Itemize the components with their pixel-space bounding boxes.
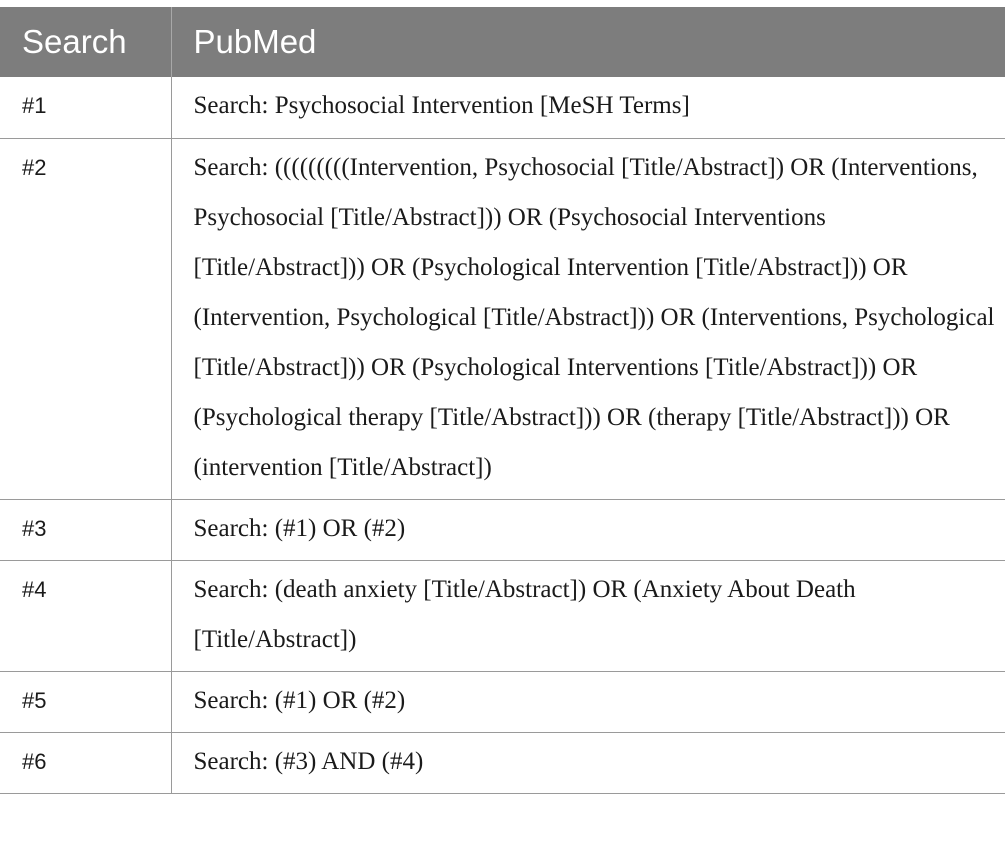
- table-row: [0, 139, 1005, 500]
- header-pubmed: PubMed: [171, 7, 1005, 77]
- search-id-cell: #3: [0, 500, 171, 561]
- query-cell: Search: (#1) OR (#2): [171, 500, 1005, 561]
- table-row: [0, 561, 1005, 672]
- search-id-cell: #6: [0, 733, 171, 794]
- table-row: [0, 733, 1005, 794]
- search-id-cell: #5: [0, 672, 171, 733]
- header-row: [0, 7, 1005, 77]
- search-id-cell: #2: [0, 139, 171, 500]
- table-row: [0, 500, 1005, 561]
- search-strategy-table: [0, 7, 1005, 794]
- search-id-cell: #1: [0, 77, 171, 139]
- table-body: [0, 77, 1005, 794]
- query-cell: Search: (death anxiety [Title/Abstract]) OR (Anxiety About Death [Title/Abstract]): [171, 561, 1005, 672]
- table-row: [0, 77, 1005, 139]
- search-id-cell: #4: [0, 561, 171, 672]
- query-cell: Search: Psychosocial Intervention [MeSH Terms]: [171, 77, 1005, 139]
- query-cell: Search: (#1) OR (#2): [171, 672, 1005, 733]
- header-search: Search: [0, 7, 171, 77]
- query-cell: Search: (((((((((Intervention, Psychosocial [Title/Abstract]) OR (Interventions, Psychosocial [Title/Abstract])) OR (Psychosocial Interventions [Title/Abstract])) OR (Psychological Intervention [Title/Abstract])) OR (Intervention, Psychological [Title/Abstract])) OR (Interventions, Psychological [Title/Abstract])) OR (Psychological Interventions [Title/Abstract])) OR (Psychological therapy [Title/Abstract])) OR (therapy [Title/Abstract])) OR (intervention [Title/Abstract]): [171, 139, 1005, 500]
- table-row: [0, 672, 1005, 733]
- query-cell: Search: (#3) AND (#4): [171, 733, 1005, 794]
- search-strategy-table-container: [0, 7, 1005, 794]
- table-header: [0, 7, 1005, 77]
